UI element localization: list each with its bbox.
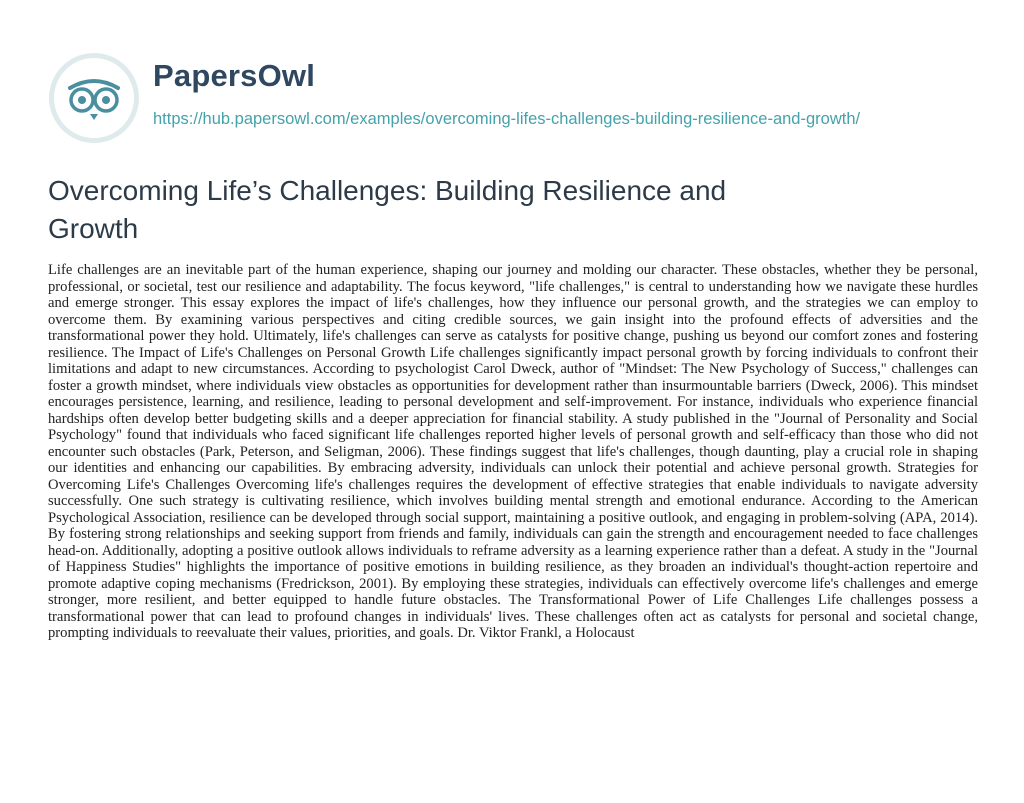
essay-body: Life challenges are an inevitable part of the human experience, shaping our journey and molding our character. These obstacles, whether they be personal, professional, or societal, test our resilience and adaptability. The focus keyword, "life challenges," is central to understanding how we navigate these hurdles and emerge stronger. This essay explores the impact of life's challenges, how they influence our personal growth, and the strategies we can employ to overcome them. By examining various perspectives and citing credible sources, we gain insight into the profound effects of adversities and the transformational power they hold. Ultimately, life's challenges can serve as catalysts for positive change, pushing us beyond our comfort zones and fostering resilience. The Impact of Life's Challenges on Personal Growth Life challenges significantly impact personal growth by forcing individuals to confront their limitations and adapt to new circumstances. According to psychologist Carol Dweck, author of "Mindset: The New Psychology of Success," challenges can foster a growth mindset, where individuals view obstacles as opportunities for development rather than insurmountable barriers (Dweck, 2006). This mindset encourages persistence, learning, and resilience, leading to personal development and self-improvement. For instance, individuals who experience financial hardships often develop better budgeting skills and a deeper appreciation for financial stability. A study published in the "Journal of Personality and Social Psychology" found that individuals who faced significant life challenges reported higher levels of personal growth and self-efficacy than those who did not encounter such obstacles (Park, Peterson, and Seligman, 2006). These findings suggest that life's challenges, though daunting, play a crucial role in shaping our identities and enhancing our capabilities. By embracing adversity, individuals can unlock their potential and achieve personal growth. Strategies for Overcoming Life's Challenges Overcoming life's challenges requires the development of effective strategies that enable individuals to navigate adversity successfully. One such strategy is cultivating resilience, which involves building mental strength and emotional endurance. According to the American Psychological Association, resilience can be developed through social support, maintaining a positive outlook, and engaging in problem-solving (APA, 2014). By fostering strong relationships and seeking support from friends and family, individuals can gain the strength and encouragement needed to face challenges head-on. Additionally, adopting a positive outlook allows individuals to reframe adversity as a learning experience rather than a defeat. A study in the "Journal of Happiness Studies" highlights the importance of positive emotions in building resilience, as they broaden an individual's thought-action repertoire and promote adaptive coping mechanisms (Fredrickson, 2001). By employing these strategies, individuals can effectively overcome life's challenges and emerge stronger, more resilient, and better equipped to handle future obstacles. The Transformational Power of Life Challenges Life challenges possess a transformational power that can lead to profound changes in individuals' lives. These challenges often act as catalysts for personal and societal change, prompting individuals to reevaluate their values, priorities, and goals. Dr. Viktor Frankl, a Holocaust: [48, 262, 978, 641]
owl-logo-icon: [48, 52, 140, 144]
brand-name: PapersOwl: [153, 58, 316, 93]
source-url-link[interactable]: https://hub.papersowl.com/examples/overcoming-lifes-challenges-building-resilience-and-growth/: [153, 110, 861, 128]
essay-title: Overcoming Life’s Challenges: Building Resilience and Growth: [48, 175, 727, 244]
page-header: [48, 40, 988, 160]
